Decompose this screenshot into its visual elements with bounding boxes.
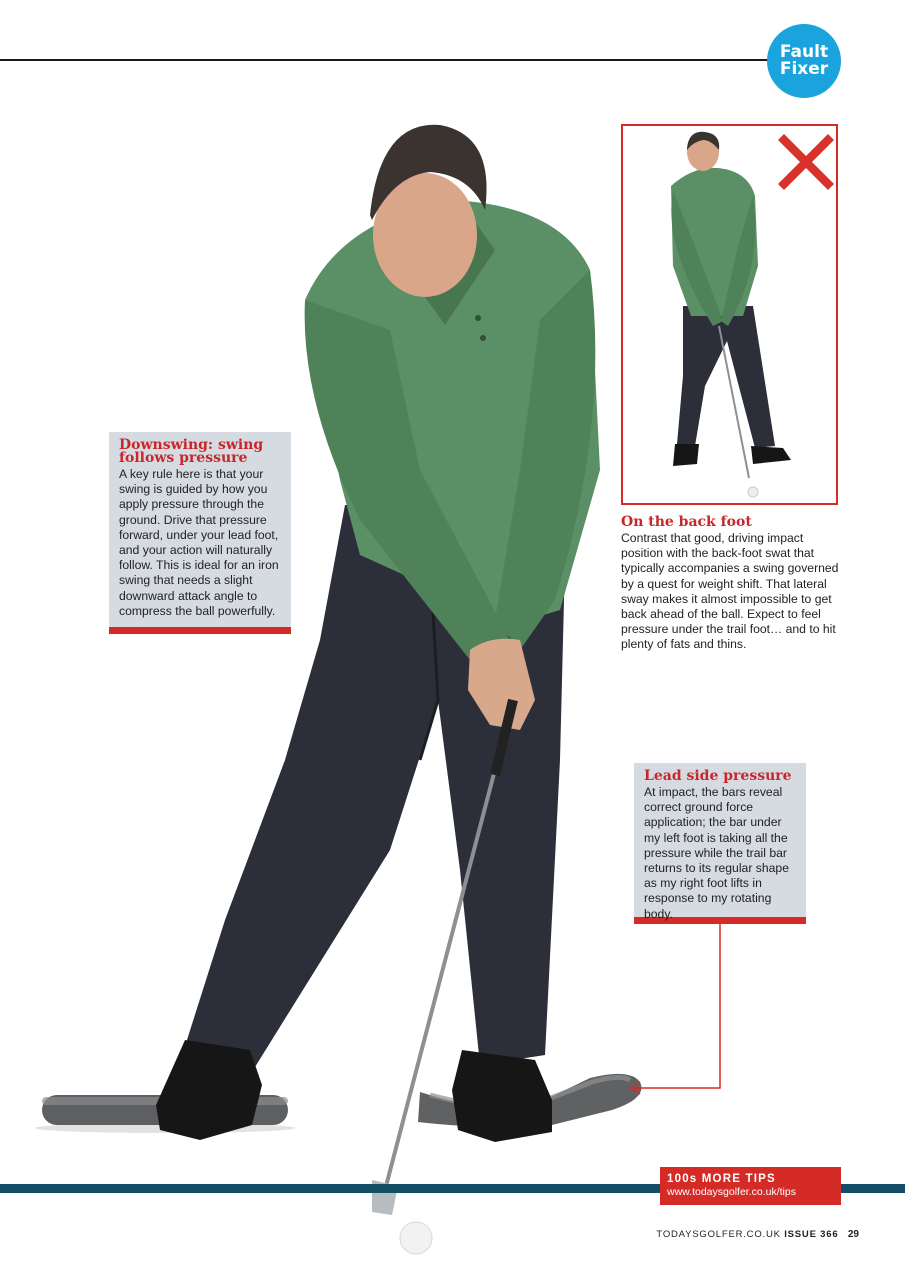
back-foot-caption [621,516,843,653]
back-foot-title: On the back foot [621,514,752,530]
page-footer [656,1229,859,1240]
page-number: 29 [847,1229,859,1240]
downswing-tip-box [109,432,291,634]
downswing-title: Downswing: swing follows pressure [119,437,264,466]
downswing-body: A key rule here is that your swing is guided by how you apply pressure through the ground. Drive that pressure forward, under your lead foot, and your action will naturally follow. This is ideal for an iron swing that needs a slight downward attack angle to compress the ball powerfully. [119,467,279,618]
badge-line-1: Fault [779,42,829,62]
lead-side-body: At impact, the bars reveal correct ground force application; the bar under my left foot is taking all the pressure while the trail bar returns to its regular shape as my right foot lifts in response to my rotating body. [644,785,789,921]
fault-fixer-badge [767,24,841,98]
footer-issue: ISSUE 366 [784,1229,839,1240]
lead-side-tip-box [634,763,806,924]
footer-site: TODAYSGOLFER.CO.UK [656,1229,781,1240]
lead-side-title: Lead side pressure [644,768,792,784]
promo-link[interactable]: www.todaysgolfer.co.uk/tips [667,1186,796,1198]
inset-photo-frame [621,124,838,505]
more-tips-promo[interactable] [660,1167,841,1205]
incorrect-swing-photo [623,126,836,503]
promo-heading: 100s MORE TIPS [667,1173,776,1185]
back-foot-body: Contrast that good, driving impact position with the back-foot swat that typically accompanies a swing governed by a quest for weight shift. That lateral sway makes it almost impossible to get back ahead of the ball. Expect to feel pressure under the trail foot… and to hit plenty of fats and thins. [621,531,839,652]
red-cross-icon [778,134,834,190]
badge-line-2: Fixer [779,59,829,79]
